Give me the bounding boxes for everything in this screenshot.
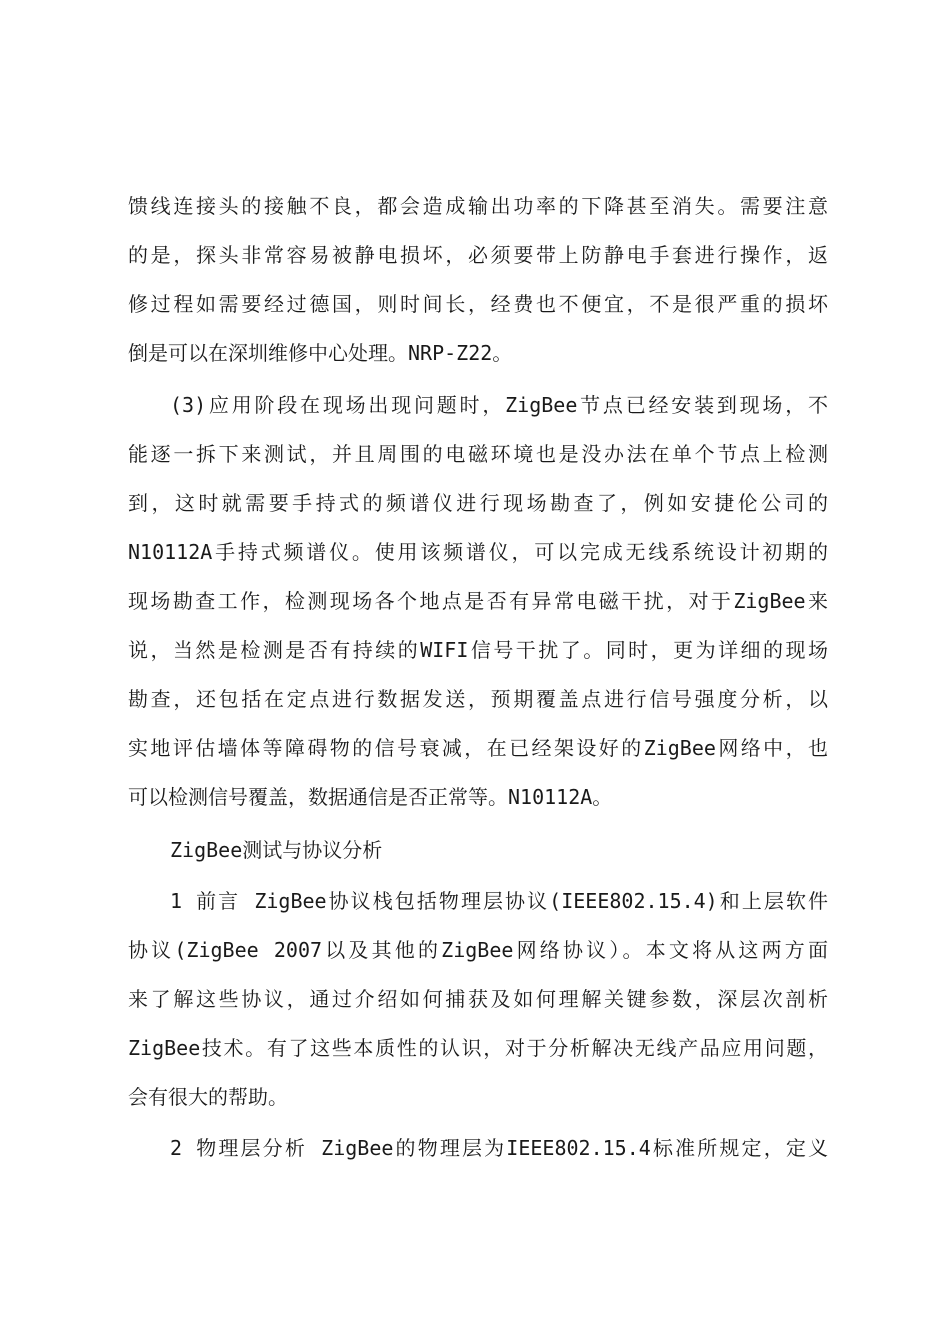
text-line: 的是，探头非常容易被静电损坏，必须要带上防静电手套进行操作，返 (128, 243, 828, 267)
section-heading: ZigBee测试与协议分析 (170, 838, 383, 862)
text-line: N10112A手持式频谱仪。使用该频谱仪，可以完成无线系统设计初期的 (128, 540, 828, 564)
text-line: 修过程如需要经过德国，则时间长，经费也不便宜，不是很严重的损坏 (128, 292, 828, 316)
text-line: 倒是可以在深圳维修中心处理。NRP-Z22。 (128, 341, 513, 365)
text-line: 勘查，还包括在定点进行数据发送，预期覆盖点进行信号强度分析，以 (128, 687, 828, 711)
text-line: 实地评估墙体等障碍物的信号衰减，在已经架设好的ZigBee网络中，也 (128, 736, 828, 760)
text-line: 来了解这些协议，通过介绍如何捕获及如何理解关键参数，深层次剖析 (128, 987, 828, 1011)
text-line: 协议(ZigBee 2007以及其他的ZigBee网络协议）。本文将从这两方面 (128, 938, 828, 962)
text-line: 2 物理层分析 ZigBee的物理层为IEEE802.15.4标准所规定，定义 (170, 1136, 828, 1160)
text-line: 现场勘查工作，检测现场各个地点是否有异常电磁干扰，对于ZigBee来 (128, 589, 828, 613)
text-line: 可以检测信号覆盖，数据通信是否正常等。N10112A。 (128, 785, 613, 809)
text-line: ZigBee技术。有了这些本质性的认识，对于分析解决无线产品应用问题， (128, 1036, 828, 1060)
text-line: (3)应用阶段在现场出现问题时，ZigBee节点已经安装到现场，不 (170, 393, 828, 417)
text-line: 馈线连接头的接触不良，都会造成输出功率的下降甚至消失。需要注意 (128, 194, 828, 218)
text-line: 到，这时就需要手持式的频谱仪进行现场勘查了，例如安捷伦公司的 (128, 491, 828, 515)
text-line: 1 前言 ZigBee协议栈包括物理层协议(IEEE802.15.4)和上层软件 (170, 889, 828, 913)
text-line: 能逐一拆下来测试，并且周围的电磁环境也是没办法在单个节点上检测 (128, 442, 828, 466)
text-line: 说，当然是检测是否有持续的WIFI信号干扰了。同时，更为详细的现场 (128, 638, 828, 662)
text-line: 会有很大的帮助。 (128, 1085, 288, 1109)
